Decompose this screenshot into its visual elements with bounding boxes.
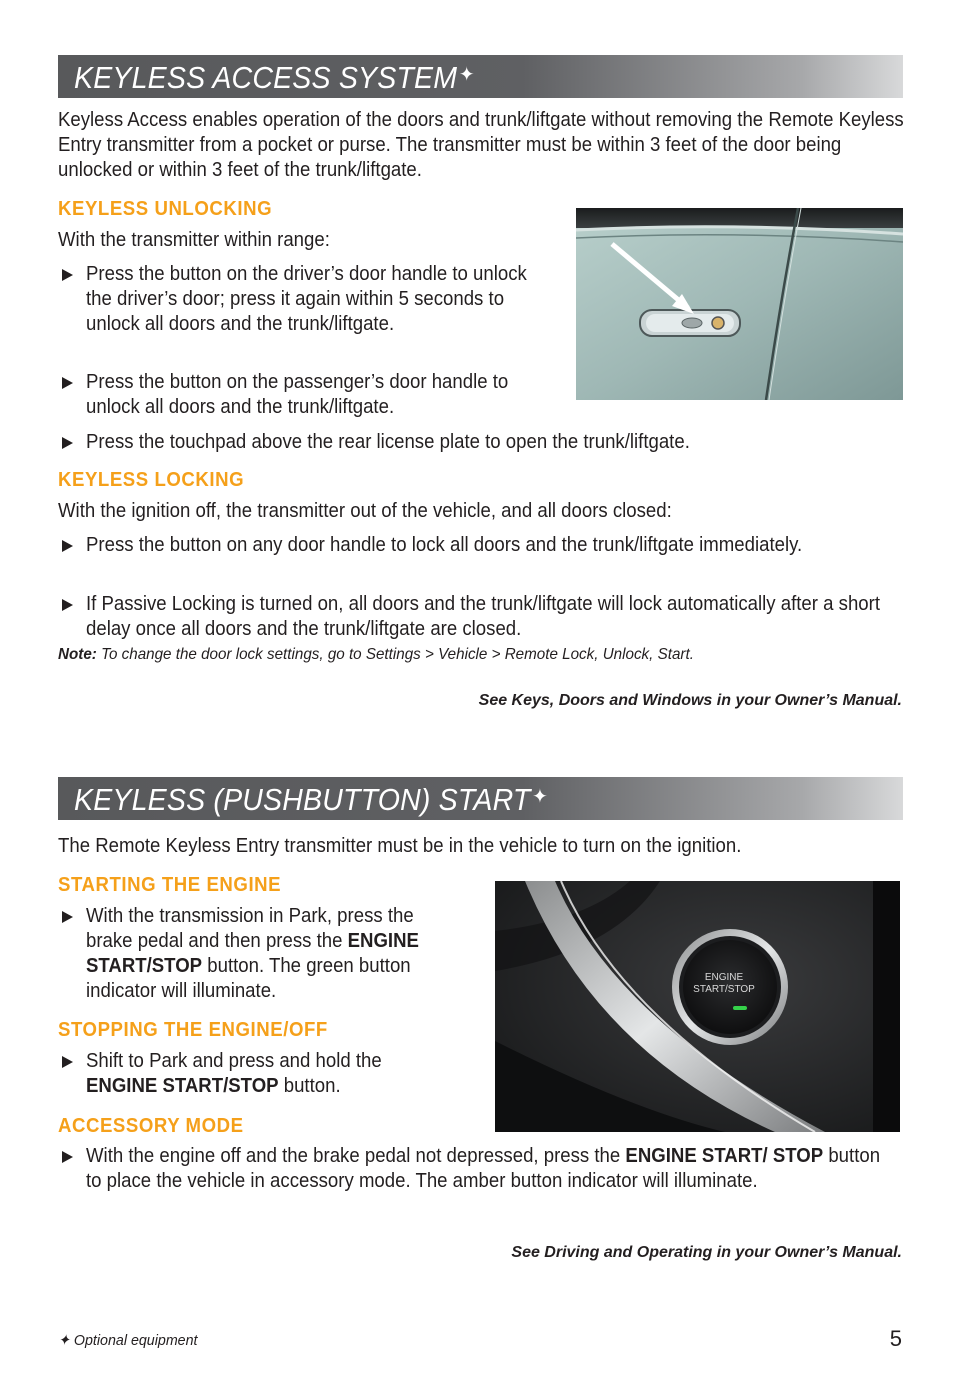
see-also-keys-doors: See Keys, Doors and Windows in your Owner’s Manual. [478, 692, 902, 709]
bullet-text: With the transmission in Park, press the brake pedal and then press the ENGINE START/STOP button. The green button indicator will illuminate. [86, 905, 419, 1002]
bullet-arrow-icon [62, 377, 73, 389]
door-handle-photo [576, 208, 903, 400]
bullet-text: Shift to Park and press and hold the ENGINE START/STOP button. [86, 1050, 382, 1097]
engine-start-illustration [495, 881, 900, 1132]
bullet-text: Press the touchpad above the rear license plate to open the trunk/liftgate. [86, 431, 690, 453]
engine-button-label-line2: START/STOP [693, 984, 755, 995]
note-label: Note: [58, 646, 97, 663]
keyless-locking-heading: KEYLESS LOCKING [58, 469, 245, 491]
section-banner-keyless-access [58, 55, 903, 98]
section-title: KEYLESS ACCESS SYSTEM✦ [74, 60, 475, 95]
bullet-arrow-icon [62, 269, 73, 281]
accessory-mode-heading: ACCESSORY MODE [58, 1115, 244, 1137]
engine-button-label-line1: ENGINE [704, 972, 744, 983]
stopping-engine-heading: STOPPING THE ENGINE/OFF [58, 1019, 328, 1041]
starting-engine-heading: STARTING THE ENGINE [58, 874, 282, 896]
optional-label: Optional equipment [73, 1332, 198, 1349]
note [58, 646, 694, 664]
bullet-arrow-icon [62, 599, 73, 611]
bullet-arrow-icon [62, 437, 73, 449]
optional-star-icon: ✦ [459, 64, 475, 86]
keyless-unlocking-heading: KEYLESS UNLOCKING [58, 198, 273, 220]
section-banner-pushbutton-start [58, 777, 903, 820]
bullet-text: Press the button on the driver’s door handle to unlock the driver’s door; press it again within 5 seconds to unlock all doors and the trunk/liftgate. [86, 263, 527, 335]
pushbutton-start-intro: The Remote Keyless Entry transmitter must be in the vehicle to turn on the ignition. [58, 835, 742, 857]
see-also-driving-operating: See Driving and Operating in your Owner’s Manual. [511, 1244, 902, 1261]
keyless-unlocking-lead: With the transmitter within range: [58, 229, 330, 251]
optional-equipment-footnote [58, 1331, 198, 1349]
page-number: 5 [889, 1326, 902, 1351]
bullet-arrow-icon [62, 911, 73, 923]
optional-star-icon: ✦ [58, 1332, 70, 1349]
section-title: KEYLESS (PUSHBUTTON) START✦ [74, 782, 548, 817]
keyless-locking-lead: With the ignition off, the transmitter out of the vehicle, and all doors closed: [58, 500, 672, 522]
bullet-text: Press the button on the passenger’s door handle to unlock all doors and the trunk/liftgate. [86, 371, 509, 418]
keyless-access-intro: Keyless Access enables operation of the doors and trunk/liftgate without removing the Remote Keyless Entry transmitter from a pocket or purse. The transmitter must be within 3 feet of the door being unlocked or within 3 feet of the trunk/liftgate. [58, 109, 904, 181]
door-handle-illustration [576, 208, 903, 400]
bullet-text: Press the button on any door handle to lock all doors and the trunk/liftgate immediately. [86, 534, 803, 556]
bullet-arrow-icon [62, 1151, 73, 1163]
optional-star-icon: ✦ [532, 786, 548, 808]
note-text: To change the door lock settings, go to Settings > Vehicle > Remote Lock, Unlock, Start. [101, 646, 694, 663]
engine-start-photo [495, 881, 900, 1132]
bullet-arrow-icon [62, 1056, 73, 1068]
bullet-text: With the engine off and the brake pedal not depressed, press the ENGINE START/ STOP button to place the vehicle in accessory mode. The amber button indicator will illuminate. [86, 1145, 881, 1192]
bullet-arrow-icon [62, 540, 73, 552]
bullet-text: If Passive Locking is turned on, all doors and the trunk/liftgate will lock automatically after a short delay once all doors and the trunk/liftgate are closed. [86, 593, 881, 640]
